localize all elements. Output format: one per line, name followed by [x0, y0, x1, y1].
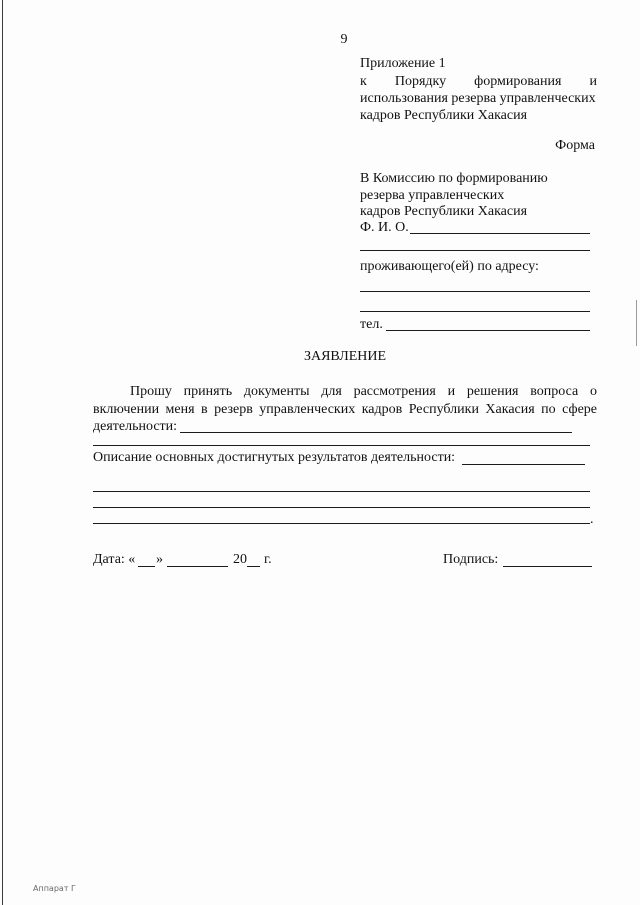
activity-extra-line: [93, 445, 590, 446]
form-label: Форма: [555, 138, 595, 153]
addressee-line-3: кадров Республики Хакасия: [360, 204, 528, 219]
phone-label: тел.: [360, 317, 383, 332]
date-quote-close: »: [156, 552, 163, 567]
date-year-suffix: г.: [264, 552, 272, 567]
date-year-prefix: 20: [233, 552, 247, 567]
activity-blank-line: [180, 432, 572, 433]
page-number: 9: [340, 32, 348, 47]
appendix-title: Приложение 1: [360, 56, 446, 71]
activity-label: деятельности:: [93, 419, 178, 434]
statement-line-2: включении меня в резерв управленческих кадров Республики Хакасия по сфере: [93, 402, 597, 417]
document-heading: ЗАЯВЛЕНИЕ: [303, 349, 387, 364]
date-label: Дата: «: [93, 552, 136, 567]
date-month-blank: [167, 566, 228, 567]
date-day-blank: [138, 566, 155, 567]
statement-line-1: Прошу принять документы для рассмотрения и решения вопроса о: [130, 384, 597, 399]
results-line-3: [93, 523, 590, 524]
appendix-line-2: использования резерва управленческих: [360, 91, 596, 106]
address-line-1: [360, 291, 590, 292]
date-year-blank: [247, 566, 260, 567]
fio-blank-line: [410, 233, 590, 234]
scan-edge-left: [2, 0, 3, 905]
addressee-line-1: В Комиссию по формированию: [360, 171, 548, 186]
results-closing-mark: .: [590, 512, 594, 527]
fio-label: Ф. И. О.: [360, 220, 409, 235]
appendix-line-1: к Порядку формирования и: [360, 74, 597, 89]
results-label: Описание основных достигнутых результатов деятельности:: [93, 450, 456, 465]
results-blank-line: [462, 464, 585, 465]
results-line-2: [93, 507, 590, 508]
appendix-line-3: кадров Республики Хакасия: [360, 108, 528, 123]
signature-label: Подпись:: [443, 552, 499, 567]
stamp-line-1: Аппарат Г: [33, 884, 76, 893]
address-label: проживающего(ей) по адресу:: [360, 259, 539, 274]
addressee-line-2: резерва управленческих: [360, 188, 505, 203]
results-line-1: [93, 491, 590, 492]
signature-blank-line: [503, 566, 592, 567]
phone-blank-line: [386, 330, 590, 331]
fio-extra-line: [360, 250, 590, 251]
address-line-2: [360, 311, 590, 312]
scan-edge-right: [636, 300, 637, 346]
